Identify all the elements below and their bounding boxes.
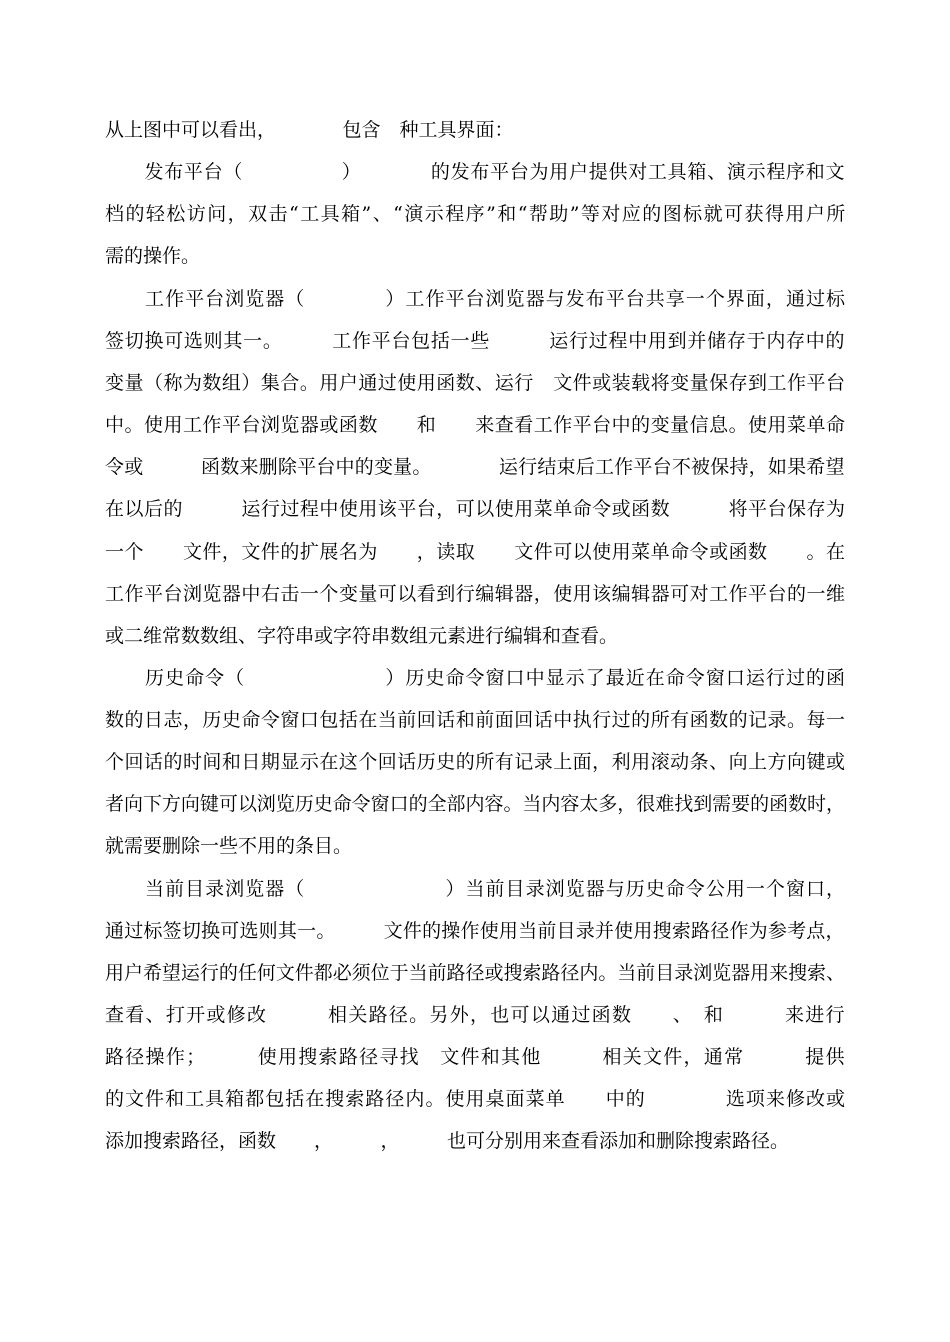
text-line: 令或 函数来删除平台中的变量。 运行结束后工作平台不被保持，如果希望 bbox=[105, 456, 845, 478]
text-line: 从上图中可以看出， 包含 种工具界面： bbox=[105, 119, 514, 141]
text-line: 的文件和工具箱都包括在搜索路径内。使用桌面菜单 中的 选项来修改或 bbox=[105, 1088, 847, 1110]
text-line: 历史命令（ ）历史命令窗口中显示了最近在命令窗口运行过的函 bbox=[105, 667, 847, 689]
text-line: 查看、打开或修改 相关路径。另外，也可以通过函数 、 和 来进行 bbox=[105, 1004, 846, 1026]
text-line: 一个 文件，文件的扩展名为 ，读取 文件可以使用菜单命令或函数 。在 bbox=[105, 541, 846, 563]
text-line: 需的操作。 bbox=[105, 245, 201, 267]
text-line: 通过标签切换可选则其一。 文件的操作使用当前目录并使用搜索路径作为参考点， bbox=[105, 920, 845, 942]
text-line: 者向下方向键可以浏览历史命令窗口的全部内容。当内容太多，很难找到需要的函数时， bbox=[105, 793, 846, 815]
text-line: 就需要删除一些不用的条目。 bbox=[105, 835, 353, 857]
text-line: 当前目录浏览器（ ）当前目录浏览器与历史命令公用一个窗口， bbox=[105, 878, 847, 900]
text-line: 在以后的 运行过程中使用该平台，可以使用菜单命令或函数 将平台保存为 bbox=[105, 498, 846, 520]
text-line: 中。使用工作平台浏览器或函数 和 来查看工作平台中的变量信息。使用菜单命 bbox=[105, 414, 846, 436]
text-line: 数的日志，历史命令窗口包括在当前回话和前面回话中执行过的所有函数的记录。每一 bbox=[105, 709, 846, 731]
text-line: 路径操作； 使用搜索路径寻找 文件和其他 相关文件，通常 提供 bbox=[105, 1046, 846, 1068]
text-line: 变量（称为数组）集合。用户通过使用函数、运行 文件或装载将变量保存到工作平台 bbox=[105, 372, 846, 394]
text-line: 档的轻松访问，双击“工具箱”、“演示程序”和“帮助”等对应的图标就可获得用户所 bbox=[105, 203, 847, 225]
text-line: 签切换可选则其一。 工作平台包括一些 运行过程中用到并储存于内存中的 bbox=[105, 330, 846, 352]
text-line: 添加搜索路径，函数 ， ， 也可分别用来查看添加和删除搜索路径。 bbox=[105, 1130, 790, 1152]
text-line: 用户希望运行的任何文件都必须位于当前路径或搜索路径内。当前目录浏览器用来搜索、 bbox=[105, 962, 846, 984]
text-line: 工作平台浏览器（ ）工作平台浏览器与发布平台共享一个界面，通过标 bbox=[105, 288, 847, 310]
text-line: 或二维常数数组、字符串或字符串数组元素进行编辑和查看。 bbox=[105, 625, 619, 647]
text-line: 工作平台浏览器中右击一个变量可以看到行编辑器，使用该编辑器可对工作平台的一维 bbox=[105, 583, 846, 605]
text-line: 个回话的时间和日期显示在这个回话历史的所有记录上面，利用滚动条、向上方向键或 bbox=[105, 751, 846, 773]
text-line: 发布平台（ ） 的发布平台为用户提供对工具箱、演示程序和文 bbox=[105, 161, 846, 183]
